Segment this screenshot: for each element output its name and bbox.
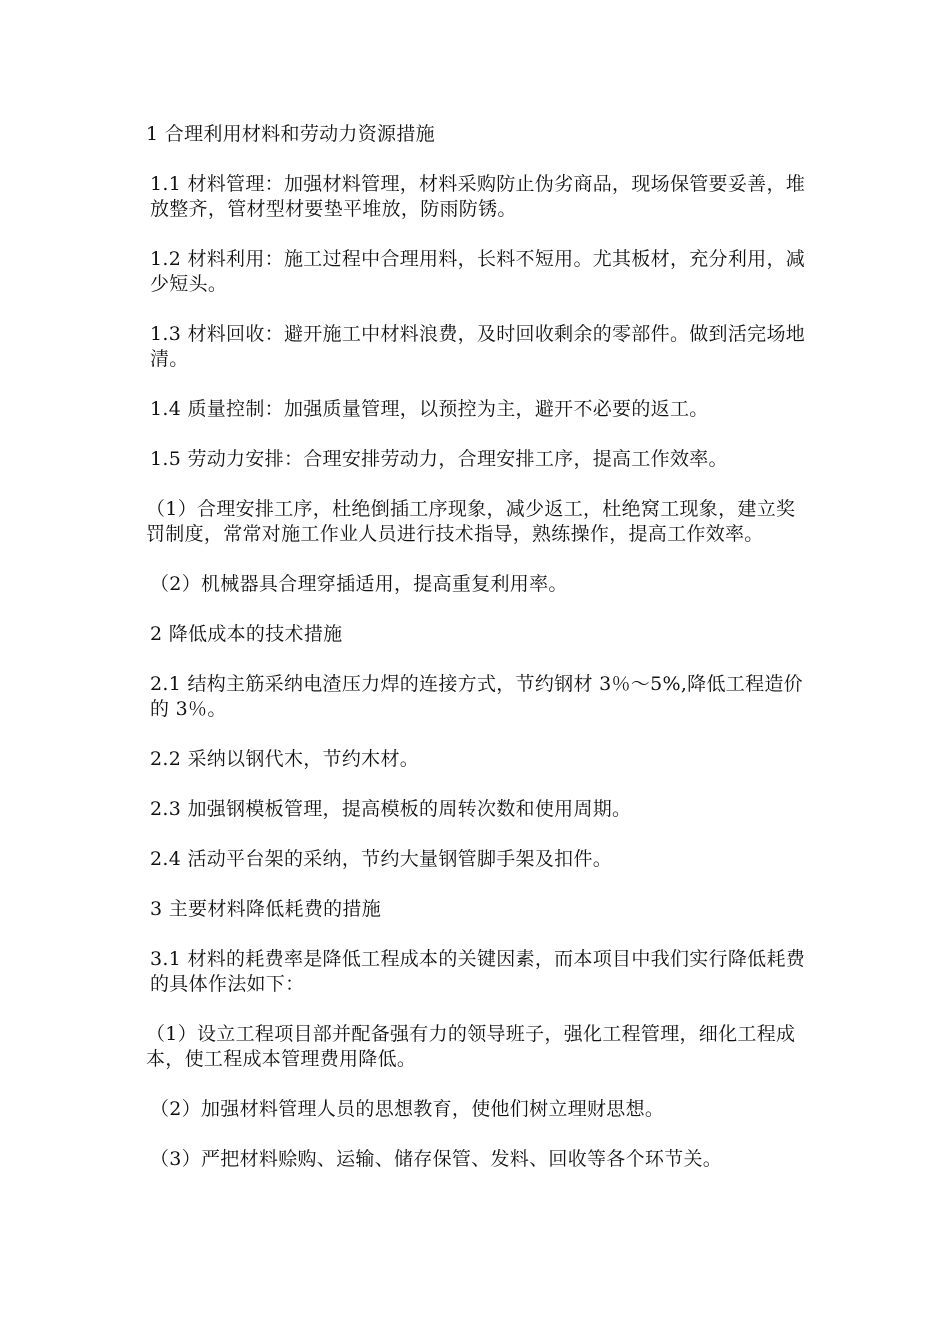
paragraph-1-3: 1.3 材料回收：避开施工中材料浪费，及时回收剩余的零部件。做到活完场地清。: [150, 323, 806, 370]
paragraph-2-3: 2.3 加强钢模板管理，提高模板的周转次数和使用周期。: [150, 798, 632, 820]
paragraph-1-2: 1.2 材料利用：施工过程中合理用料，长料不短用。尤其板材，充分利用，减少短头。: [150, 248, 806, 295]
list-item-3-1-2: （2）加强材料管理人员的思想教育，使他们树立理财思想。: [150, 1098, 665, 1120]
section-heading-2: 2 降低成本的技术措施: [150, 623, 343, 645]
list-item-3-1-1: （1）设立工程项目部并配备强有力的领导班子，强化工程管理，细化工程成本，使工程成本管理费用降低。: [146, 1023, 796, 1070]
list-item-3-1-3: （3）严把材料赊购、运输、储存保管、发料、回收等各个环节关。: [150, 1148, 723, 1170]
paragraph-1-1: 1.1 材料管理：加强材料管理，材料采购防止伪劣商品，现场保管要妥善，堆放整齐，管材型材要垫平堆放，防雨防锈。: [150, 173, 806, 220]
paragraph-1-4: 1.4 质量控制：加强质量管理，以预控为主，避开不必要的返工。: [150, 398, 709, 420]
paragraph-2-1: 2.1 结构主筋采纳电渣压力焊的连接方式，节约钢材 3％～5%,降低工程造价的 3％。: [150, 673, 803, 720]
list-item-1-5-1: （1）合理安排工序，杜绝倒插工序现象，减少返工，杜绝窝工现象，建立奖罚制度，常常对施工作业人员进行技术指导，熟练操作，提高工作效率。: [146, 498, 796, 545]
paragraph-2-4: 2.4 活动平台架的采纳，节约大量钢管脚手架及扣件。: [150, 848, 613, 870]
list-item-1-5-2: （2）机械器具合理穿插适用，提高重复利用率。: [150, 573, 568, 595]
paragraph-1-5: 1.5 劳动力安排：合理安排劳动力，合理安排工序，提高工作效率。: [150, 448, 728, 470]
paragraph-2-2: 2.2 采纳以钢代木，节约木材。: [150, 748, 420, 770]
document-body: [146, 122, 812, 1197]
section-heading-3: 3 主要材料降低耗费的措施: [150, 898, 382, 920]
paragraph-3-1: 3.1 材料的耗费率是降低工程成本的关键因素，而本项目中我们实行降低耗费的具体作法如下：: [150, 948, 806, 995]
section-heading-1: 1 合理利用材料和劳动力资源措施: [146, 123, 435, 145]
